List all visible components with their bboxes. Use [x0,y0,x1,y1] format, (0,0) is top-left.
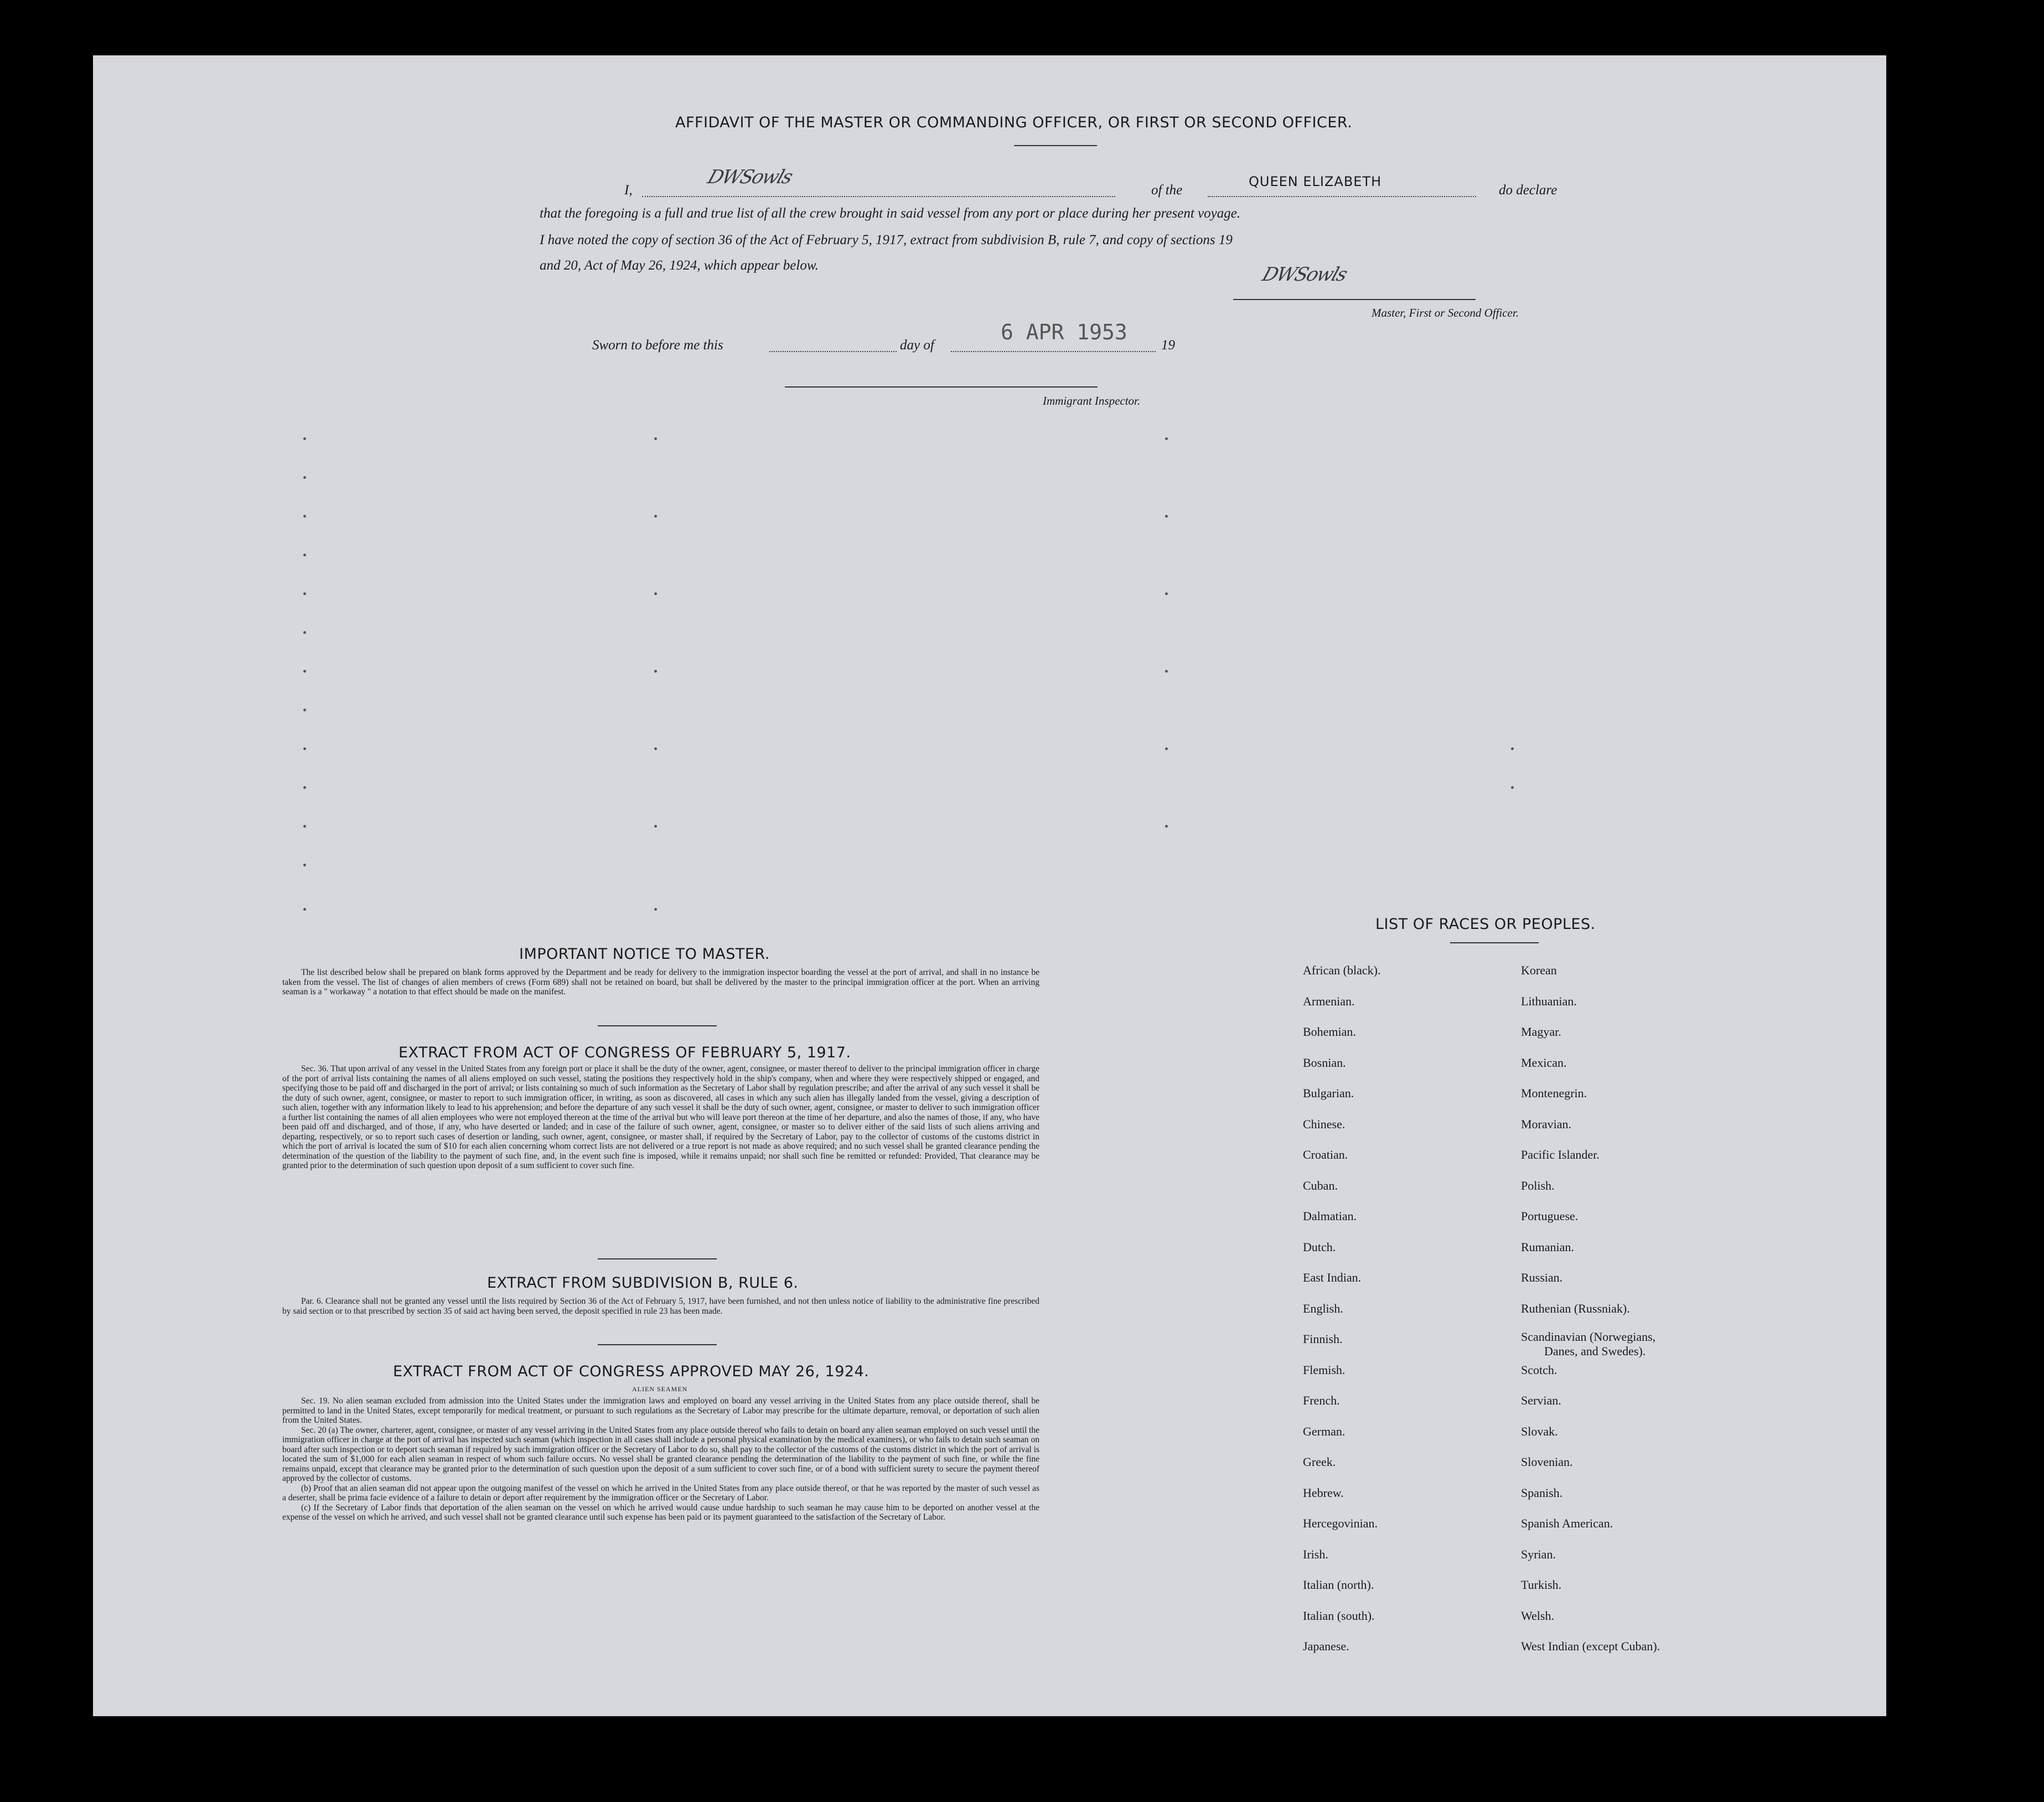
officer-signature: DWSowls [705,166,795,188]
race-item: Finnish. [1303,1332,1343,1346]
race-item: German. [1303,1424,1346,1438]
act-1924-title: EXTRACT FROM ACT OF CONGRESS APPROVED MAY 26, 1924. [393,1363,870,1380]
scan-speck [303,437,306,440]
race-item: Servian. [1521,1393,1561,1407]
act-1924-text [282,1396,1039,1522]
race-item: Montenegrin. [1521,1086,1587,1100]
rule-6-title: EXTRACT FROM SUBDIVISION B, RULE 6. [487,1274,799,1292]
race-item: Portuguese. [1521,1209,1579,1223]
scan-speck [654,515,657,518]
punch-hole [1887,277,1913,302]
race-item: East Indian. [1303,1271,1362,1284]
scan-speck [654,437,657,440]
race-item: African (black). [1303,963,1381,977]
race-item: Italian (south). [1303,1609,1375,1623]
vessel-name-line [1208,196,1476,197]
race-item: Bohemian. [1303,1025,1356,1039]
scan-speck [1511,747,1514,750]
race-item: Welsh. [1521,1609,1554,1623]
scan-speck [654,592,657,595]
race-item: Spanish American. [1521,1516,1613,1530]
races-title: LIST OF RACES OR PEOPLES. [1375,916,1596,933]
inspector-caption: Immigrant Inspector. [1043,394,1141,407]
race-item: Slovenian. [1521,1455,1573,1469]
race-item: Irish. [1303,1547,1328,1561]
scan-speck [654,747,657,750]
master-signature: DWSowls [1259,264,1349,286]
scan-speck [1165,437,1168,440]
scan-speck [1511,786,1514,789]
divider [598,1344,717,1345]
inspector-line [785,386,1098,388]
signature-caption: Master, First or Second Officer. [1372,306,1519,319]
scan-speck [303,670,306,673]
vessel-name: QUEEN ELIZABETH [1249,174,1382,189]
scan-speck [303,908,306,911]
race-item: Bosnian. [1303,1056,1346,1070]
date-stamp: 6 APR 1953 [1001,320,1127,344]
race-item: Magyar. [1521,1025,1561,1039]
race-item: West Indian (except Cuban). [1521,1639,1660,1653]
notice-paragraph: The list described below shall be prepared on blank forms approved by the Department and be ready for delivery to the immigration inspector boarding the vessel at the port of arrival, and shall in no instance be taken from the vessel. The list of changes of alien members of crews (Form 689) shall not be retained on board, but shall be delivered by the master to the principal immigration officer at the port. When an arriving seaman is a " workaway " a notation to that effect should be made on the manifest. [282,968,1039,996]
scan-speck [303,786,306,789]
scan-speck [1165,592,1168,595]
punch-hole [1891,621,1916,647]
sec-20a-paragraph: Sec. 20 (a) The owner, charterer, agent, consignee, or master of any vessel arriving in the United States from any place outside thereof who fails to detain on board any alien seaman employed on such vessel until the immigration officer in charge at the port of arrival has inspected such seaman (which inspection in all cases shall include a personal physical examination by the medical examiners), or who fails to detain such seaman on board after such inspection or to deport such seaman if required by such immigration officer or the Secretary of Labor to do so, shall pay to the collector of the customs of the customs district in which the port of arrival is located the sum of $1,000 for each alien seaman in respect of whom such failure occurs. No vessel shall be granted clearance pending the determination of the liability to the payment of such fine, or while the fine remains unpaid, except that clearance may be granted prior to the determination of such question upon the deposit of a sum sufficient to cover such fine, or of a bond with sufficient surety to secure the payment thereof approved by the collector of customs. [282,1425,1039,1483]
scan-speck [303,592,306,595]
race-item: Japanese. [1303,1639,1349,1653]
par-6-paragraph: Par. 6. Clearance shall not be granted any vessel until the lists required by Section 36 of the Act of February 5, 1917, have been furnished, and not then unless notice of liability to the administrative fine prescribed by said section or to that prescribed by section 35 of said act having been served, the deposit specified in rule 23 has been made. [282,1297,1039,1316]
race-item: Syrian. [1521,1547,1556,1561]
race-item: Ruthenian (Russniak). [1521,1302,1630,1315]
race-item: Russian. [1521,1271,1563,1284]
race-item: Rumanian. [1521,1240,1574,1254]
scan-speck [654,908,657,911]
divider [598,1258,717,1259]
race-item: Scandinavian (Norwegians, [1521,1330,1656,1344]
sec-36-paragraph: Sec. 36. That upon arrival of any vessel in the United States from any foreign port or place it shall be the duty of the owner, agent, consignee, or master thereof to deliver to the principal immigration officer in charge of the port of arrival lists containing the names of all aliens employed on such vessel, stating the positions they respectively hold in the ship's company, when and where they were respectively shipped or engaged, and specifying those to be paid off and discharged in the port of arrival; or lists containing so much of such information as the Secretary of Labor shall by regulation prescribe; and after the arrival of any such vessel it shall be the duty of such owner, agent, consignee, or master to report to such immigration officer, in writing, as soon as discovered, all cases in which any such alien has illegally landed from the vessel, giving a description of such alien, together with any information likely to lead to his apprehension; and before the departure of any such vessel it shall be the duty of such owner, agent, consignee, or master to deliver to such immigration officer a further list containing the names of all alien employees who were not employed thereon at the time of the arrival but who will leave port thereon at the time of her departure, and also the names of those, if any, who have been paid off and discharged, and of those, if any, who have deserted or landed; and in case of the failure of such owner, agent, consignee, or master so to deliver either of the said lists of such aliens arriving and departing, respectively, or so to report such cases of desertion or landing, such owner, agent, consignee, or master shall, if required by the Secretary of Labor, pay to the collector of customs of the customs district in which the port of arrival is located the sum of $10 for each alien concerning whom correct lists are not delivered or a true report is not made as above required; and no such vessel shall be granted clearance pending the determination of the question of the liability to the payment of such fine, and, in the event such fine is imposed, while it remains unpaid; nor shall such fine be remitted or refunded: Provided, That clearance may be granted prior to the determination of such question upon deposit of a sum sufficient to cover such fine. [282,1064,1039,1170]
scan-speck [1165,825,1168,828]
race-item: Spanish. [1521,1486,1563,1500]
scan-speck [303,709,306,711]
race-item: Italian (north). [1303,1578,1374,1592]
signature-line [1233,299,1476,300]
race-item: Scotch. [1521,1363,1557,1377]
sworn-year: 19 [1161,338,1175,353]
scan-speck [1165,515,1168,518]
divider [598,1025,717,1026]
race-item: Turkish. [1521,1578,1562,1592]
notice-text [282,968,1039,997]
affidavit-of-the: of the [1151,183,1183,198]
scan-speck [654,825,657,828]
sworn-day-of: day of [900,338,934,353]
race-item: French. [1303,1393,1340,1407]
sec-19-paragraph: Sec. 19. No alien seaman excluded from admission into the United States under the immigration laws and employed on board any vessel arriving in the United States from any place outside thereof, shall be permitted to land in the United States, except temporarily for medical treatment, or pursuant to such regulations as the Secretary of Labor may prescribe for the ultimate departure, removal, or deportation of such alien from the United States. [282,1396,1039,1425]
race-item: Greek. [1303,1455,1336,1469]
act-1917-title: EXTRACT FROM ACT OF CONGRESS OF FEBRUARY 5, 1917. [399,1044,851,1061]
affidavit-declare: do declare [1499,183,1557,198]
scan-speck [303,747,306,750]
punch-hole [1892,534,1917,560]
punch-hole [1905,1533,1931,1559]
rule-6-text [282,1297,1039,1316]
act-1917-text [282,1064,1039,1171]
scan-speck [1165,670,1168,673]
race-item: Hercegovinian. [1303,1516,1378,1530]
race-item: Flemish. [1303,1363,1346,1377]
race-item: Cuban. [1303,1179,1338,1192]
race-item: Dalmatian. [1303,1209,1357,1223]
race-item: Dutch. [1303,1240,1336,1254]
sworn-day-line [769,351,897,352]
affidavit-line-3: I have noted the copy of section 36 of the Act of February 5, 1917, extract from subdivision B, rule 7, and copy of sections 19 [540,233,1233,247]
race-item: Mexican. [1521,1056,1567,1070]
race-item: Armenian. [1303,994,1355,1008]
affidavit-line-4: and 20, Act of May 26, 1924, which appear below. [540,258,819,273]
alien-seamen-subtitle: ALIEN SEAMEN [632,1385,688,1393]
scan-speck [1165,747,1168,750]
punch-hole [1904,1448,1929,1474]
race-item: Bulgarian. [1303,1086,1354,1100]
sec-20c-paragraph: (c) If the Secretary of Labor finds that deportation of the alien seaman on the vessel on which he arrived would cause undue hardship to such seaman he may cause him to be deported on another vessel at the expense of the vessel on which he arrived, and such vessel shall not be granted clearance until such expense has been paid or its payment guaranteed to the satisfaction of the Secretary of Labor. [282,1502,1039,1522]
scan-speck [303,515,306,518]
scan-speck [654,670,657,673]
affidavit-line-2: that the foregoing is a full and true list of all the crew brought in said vessel from any port or place during her present voyage. [540,206,1241,221]
scan-speck [303,631,306,634]
race-item: Polish. [1521,1179,1555,1192]
sworn-prefix: Sworn to before me this [592,338,723,353]
scan-speck [303,476,306,479]
punch-hole [1902,1191,1927,1217]
divider [1450,942,1539,943]
race-item: English. [1303,1302,1343,1315]
affidavit-title: AFFIDAVIT OF THE MASTER OR COMMANDING OFFICER, OR FIRST OR SECOND OFFICER. [675,114,1353,131]
scan-speck [303,554,306,556]
scan-speck [303,825,306,828]
notice-title: IMPORTANT NOTICE TO MASTER. [519,946,770,963]
punch-hole [1902,1107,1927,1133]
scan-speck [303,864,306,866]
race-item: Chinese. [1303,1117,1346,1131]
race-item: Korean [1521,963,1557,977]
race-item: Croatian. [1303,1148,1348,1161]
race-item: Moravian. [1521,1117,1572,1131]
affidavit-i: I, [624,183,633,198]
divider [1014,145,1097,146]
race-item: Lithuanian. [1521,994,1577,1008]
race-item: Slovak. [1521,1424,1558,1438]
officer-name-line [642,196,1115,197]
race-item-continuation: Danes, and Swedes). [1544,1344,1646,1358]
sec-20b-paragraph: (b) Proof that an alien seaman did not appear upon the outgoing manifest of the vessel on which he arrived in the United States from any place outside thereof, or that he was reported by the master of such vessel as a deserter, shall be prima facie evidence of a failure to detain or deport after requirement by the immigration officer or the Secretary of Labor. [282,1483,1039,1502]
race-item: Pacific Islander. [1521,1148,1600,1161]
sworn-month-line [951,351,1156,352]
race-item: Hebrew. [1303,1486,1344,1500]
